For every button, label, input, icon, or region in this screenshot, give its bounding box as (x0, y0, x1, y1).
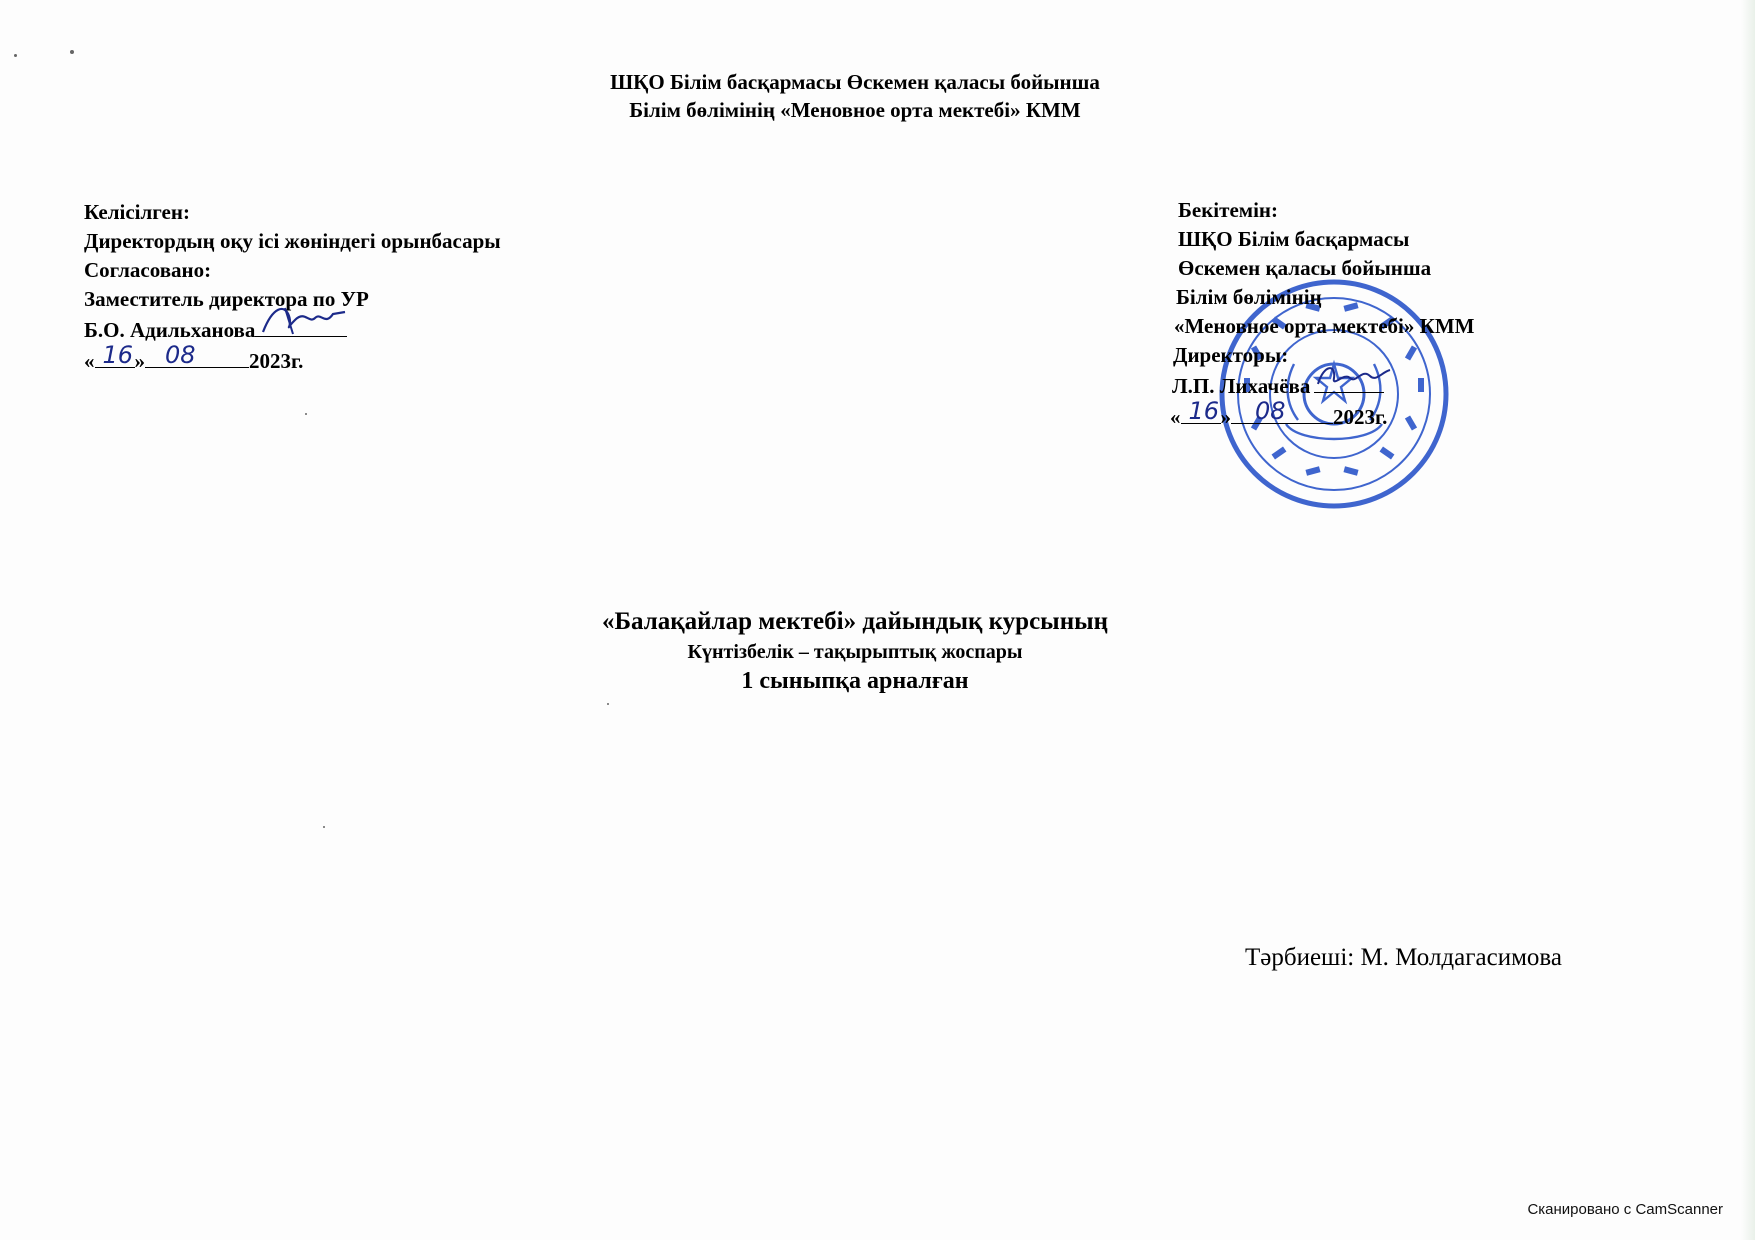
document-subtitle: Күнтізбелік – тақырыптық жоспары (687, 641, 1023, 663)
agreed-label-kz: Келісілген: (84, 200, 190, 224)
approved-org-line-2: Өскемен қаласы бойынша (1178, 256, 1432, 280)
signature-icon (1314, 358, 1394, 394)
approved-label: Бекітемін: (1178, 198, 1279, 222)
agreed-block (84, 198, 501, 376)
approved-org-line-4: «Меновное орта мектебі» КММ (1174, 314, 1475, 338)
scan-speck (14, 54, 17, 57)
approved-org-line-1: ШҚО Білім басқармасы (1178, 227, 1410, 251)
document-title: «Балақайлар мектебі» дайындық курсының (601, 608, 1109, 635)
approved-date-day-field (1181, 397, 1221, 425)
approved-org-line-3: Білім бөлімінің (1176, 285, 1322, 309)
quote-close: » (134, 349, 145, 373)
scan-edge-shadow (1741, 0, 1755, 1240)
agreed-position-kz: Директордың оқу ісі жөніндегі орынбасары (84, 229, 501, 253)
agreed-name-line (84, 314, 501, 345)
scan-speck (607, 703, 609, 705)
approved-date-month-field (1231, 397, 1333, 425)
header-line-1: ШҚО Білім басқармасы Өскемен қаласы бойынша (610, 70, 1100, 94)
approved-signature (1314, 370, 1384, 393)
agreed-date-day-field (95, 341, 135, 369)
document-grade: 1 сыныпқа арналған (741, 668, 969, 694)
scan-speck (305, 413, 307, 415)
quote-close: » (1220, 405, 1231, 429)
agreed-date-year: 2023г. (249, 349, 304, 373)
educator-name: Тәрбиеші: М. Молдагасимова (1245, 944, 1562, 971)
approved-date-year: 2023г. (1333, 405, 1388, 429)
agreed-date-month: 08 (165, 341, 196, 369)
header-line-2: Білім бөлімінің «Меновное орта мектебі» КММ (629, 98, 1081, 122)
approved-position: Директоры: (1173, 343, 1289, 367)
scan-speck (70, 50, 74, 54)
approved-block (1170, 196, 1479, 432)
approved-name: Л.П. Лихачёва (1172, 374, 1311, 398)
agreed-date-day: 16 (102, 341, 134, 369)
approved-date-line (1170, 397, 1471, 432)
document-title-block (0, 606, 1710, 696)
agreed-position-ru: Заместитель директора по УР (84, 287, 369, 311)
signature-icon (255, 302, 355, 338)
quote-open: « (1170, 405, 1181, 429)
quote-open: « (84, 349, 95, 373)
document-header (0, 68, 1710, 124)
agreed-name: Б.О. Адильханова (84, 318, 256, 342)
scan-speck (323, 826, 325, 828)
scanner-watermark: Сканировано с CamScanner (1527, 1201, 1723, 1218)
agreed-label-ru: Согласовано: (84, 258, 212, 282)
approved-date-day: 16 (1188, 397, 1220, 425)
agreed-signature (255, 314, 347, 337)
agreed-date-month-field (145, 341, 249, 369)
agreed-date-line (84, 341, 501, 376)
approved-date-month: 08 (1255, 397, 1286, 425)
